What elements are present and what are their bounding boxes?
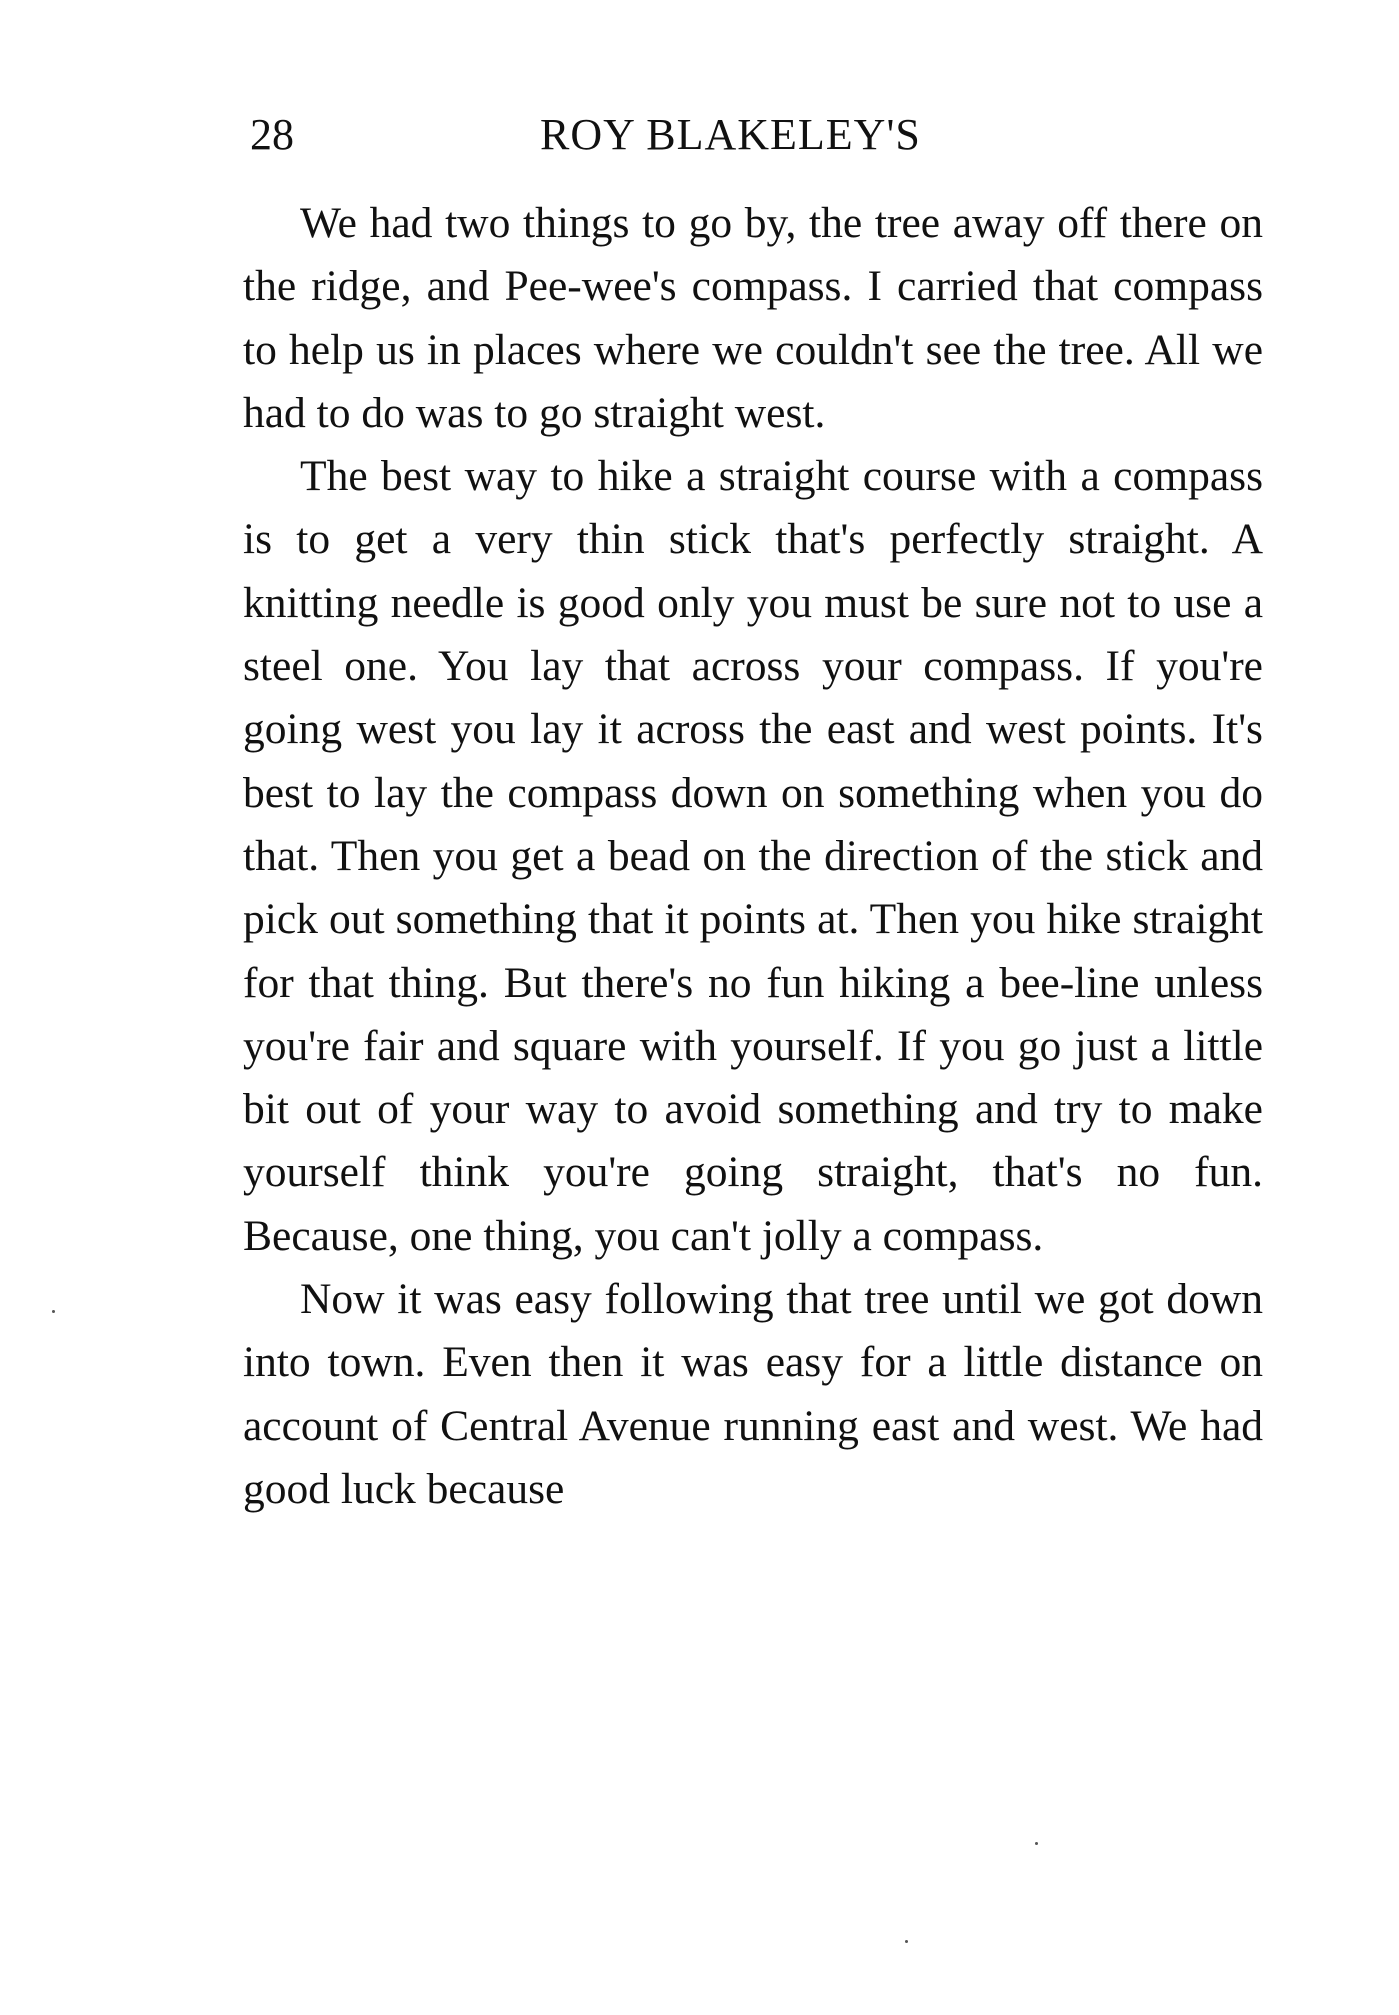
paper-speck — [905, 1940, 908, 1943]
paper-speck — [52, 1310, 55, 1313]
paragraph-2: The best way to hike a straight course with a compass is to get a very thin stick that's perfectly straight. A knitting needle is good only you must be sure not to use a steel one. You lay that across your compass. If you're going west you lay it across the east and west points. It's best to lay the compass down on something when you do that. Then you get a bead on the direction of the stick and pick out something that it points at. Then you hike straight for that thing. But there's no fun hiking a bee-line unless you're fair and square with yourself. If you go just a little bit out of your way to avoid something and try to make yourself think you're going straight, that's no fun. Because, one thing, you can't jolly a compass. — [243, 452, 1263, 1260]
page-header — [250, 100, 1260, 170]
body-text — [243, 192, 1263, 1521]
paper-speck — [1035, 1842, 1038, 1845]
running-head: ROY BLAKELEY'S — [540, 110, 921, 159]
page-number: 28 — [250, 110, 294, 159]
paragraph-1: We had two things to go by, the tree away off there on the ridge, and Pee-wee's compass. I carried that compass to help us in places where we couldn't see the tree. All we had to do was to go straight west. — [243, 199, 1263, 437]
paragraph-3: Now it was easy following that tree until we got down into town. Even then it was easy for a little distance on account of Central Avenue running east and west. We had good luck because — [243, 1275, 1263, 1513]
